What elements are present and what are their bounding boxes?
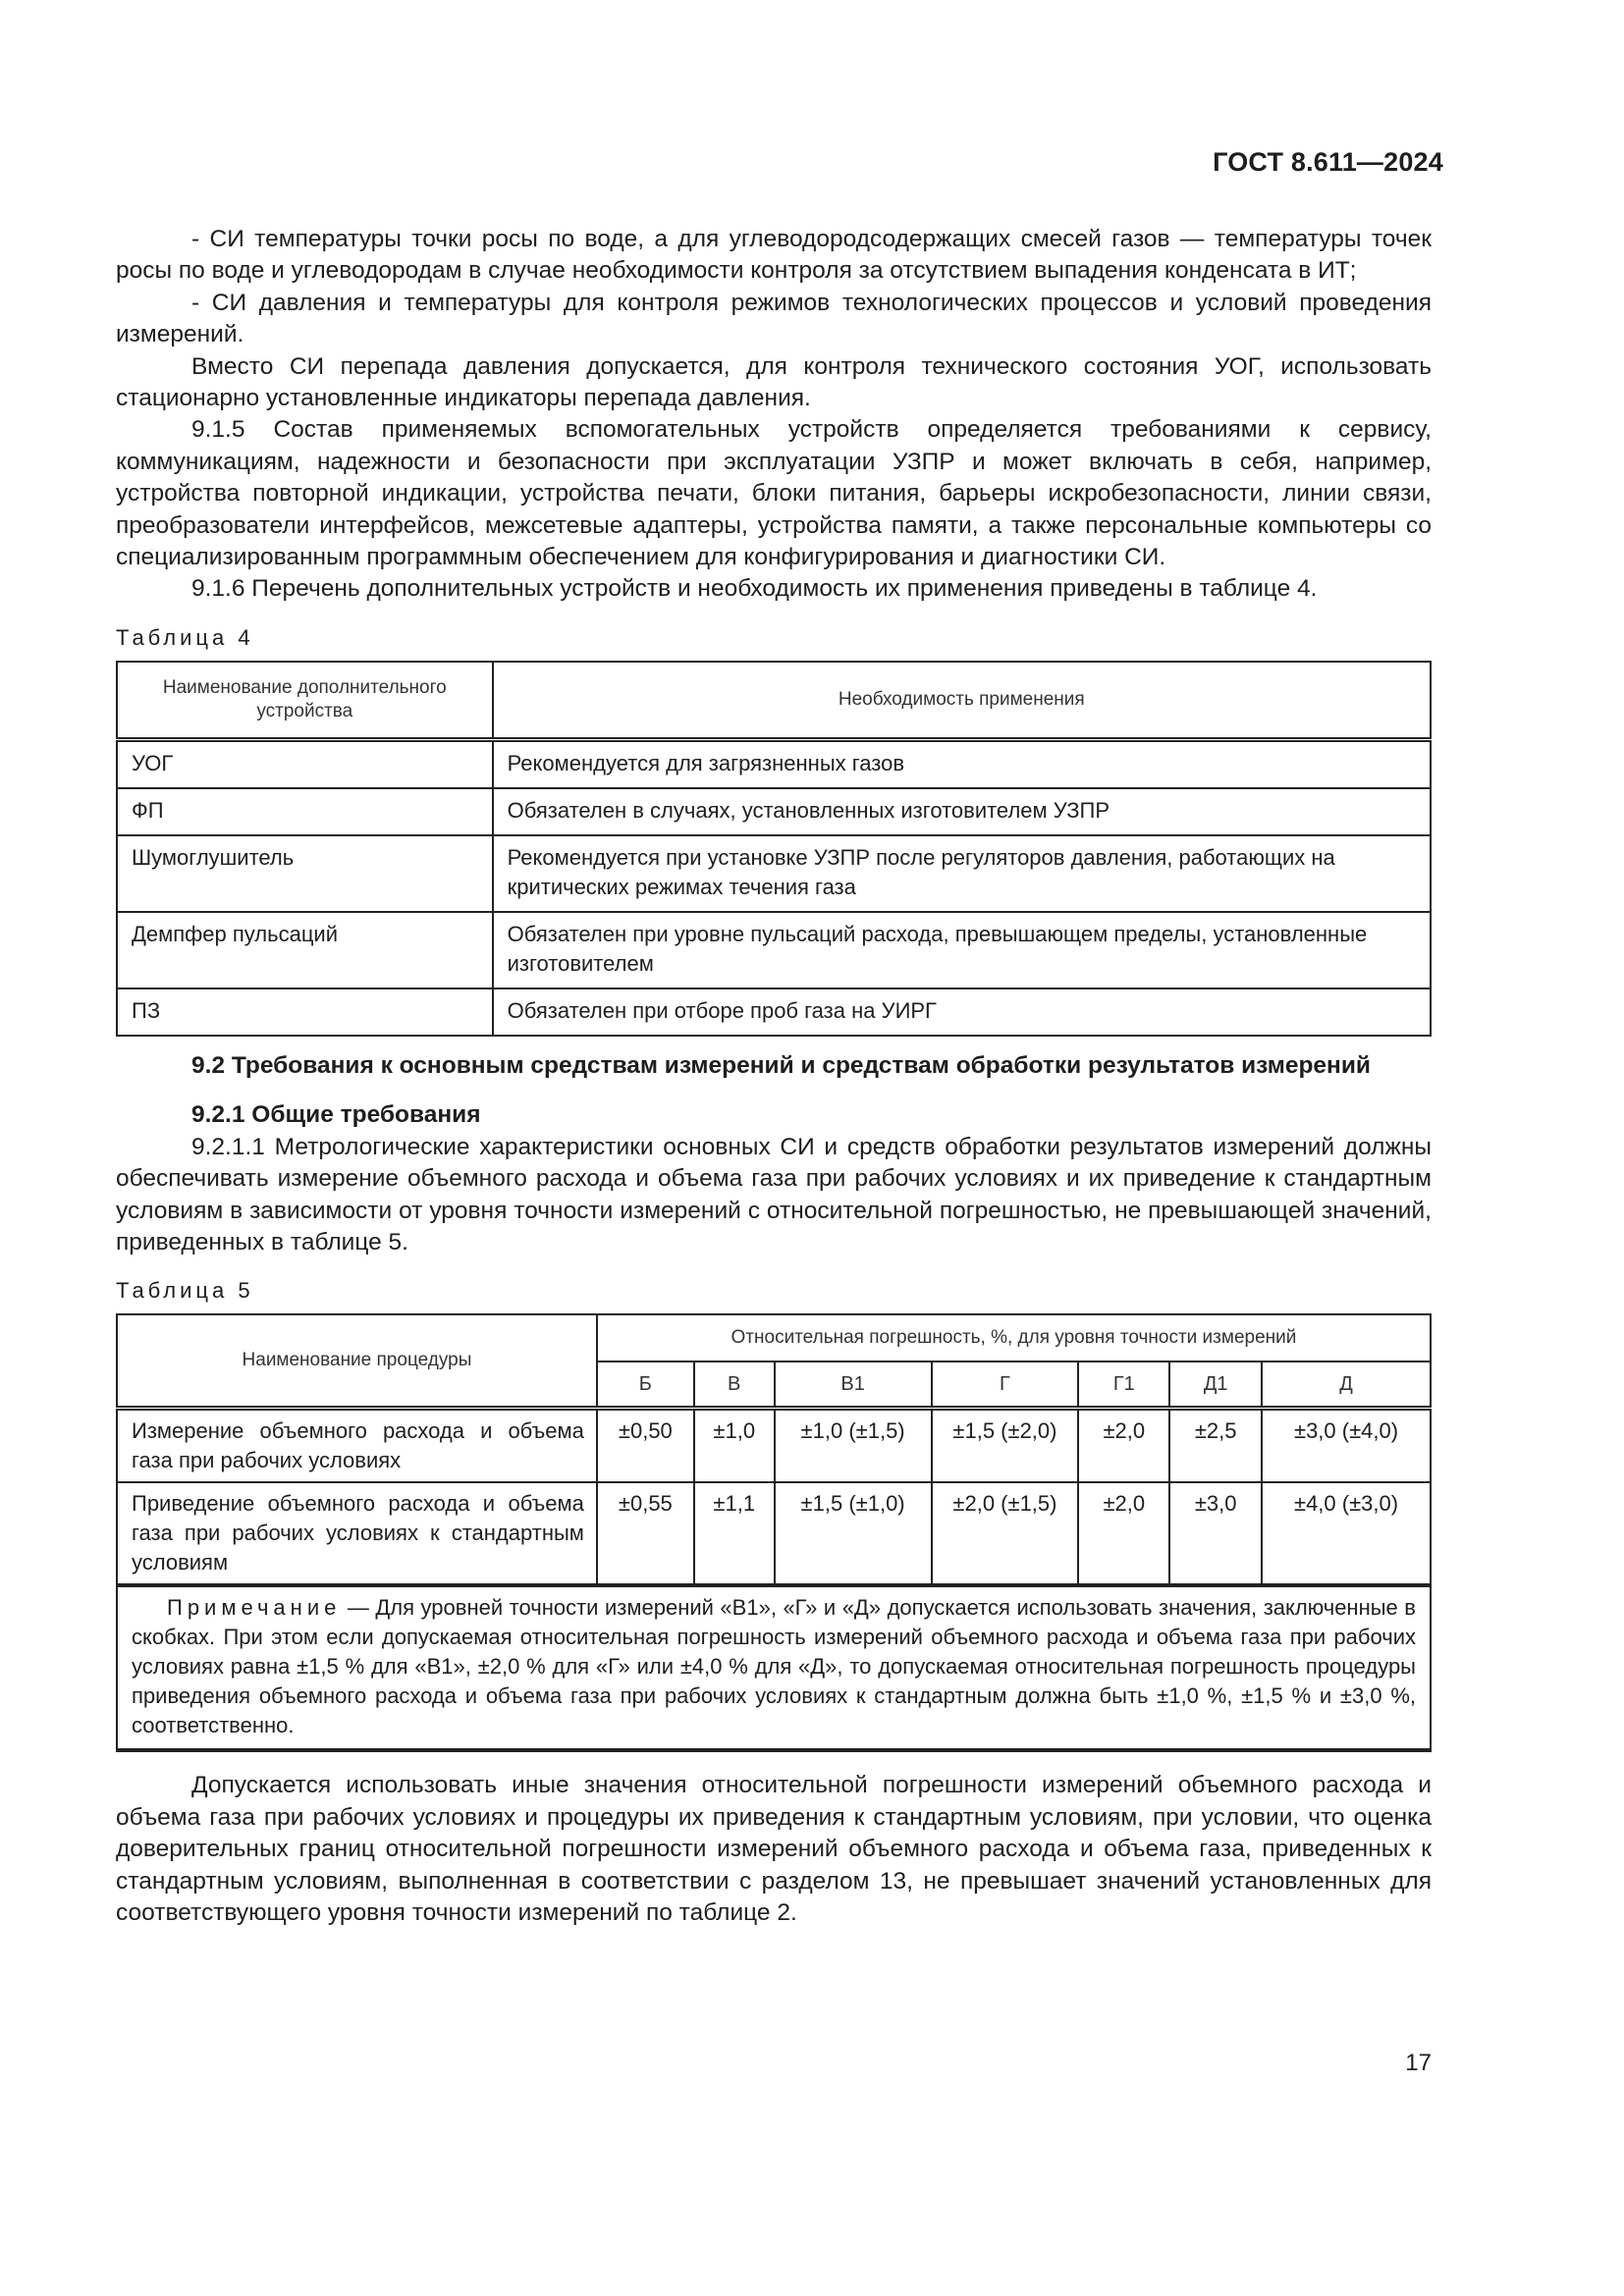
error-value: ±3,0 (±4,0) (1262, 1409, 1431, 1483)
note-text: — Для уровней точности измерений «В1», «Г» и «Д» допускается использовать значения, заключенные в скобках. При этом если допускаемая относительная погрешность измерений объемного расхода и объема газа при рабочих условиях равна ±1,5 % для «В1», ±2,0 % для «Г» или ±4,0 % для «Д», то допускаемая относительная погрешность процедуры приведения объемного расхода и объема газа при рабочих условиях к стандартным должна быть ±1,0 %, ±1,5 % и ±3,0 %, соответственно. (132, 1595, 1416, 1738)
device-name: ФП (117, 788, 493, 835)
column-header-level-d1: Д1 (1169, 1362, 1262, 1409)
error-value: ±0,55 (597, 1482, 694, 1585)
paragraph-dew-point: - СИ температуры точки росы по воде, а для углеводородсодержащих смесей газов — температуры точек росы по воде и углеводородам в случае необходимости контроля за отсутствием выпадения конденсата в ИТ; (116, 226, 1432, 285)
table-header-row (117, 662, 1431, 740)
table-5 (116, 1313, 1432, 1752)
table-note (117, 1585, 1431, 1750)
table-4-caption: Таблица 4 (116, 624, 254, 650)
device-necessity: Обязателен в случаях, установленных изготовителем УЗПР (493, 788, 1431, 835)
device-name: УОГ (117, 739, 493, 788)
error-value: ±1,5 (±2,0) (932, 1409, 1079, 1483)
error-value: ±2,0 (1078, 1409, 1169, 1483)
device-necessity: Обязателен при отборе проб газа на УИРГ (493, 988, 1431, 1036)
table-4 (116, 661, 1432, 1037)
paragraph-9-1-5: 9.1.5 Состав применяемых вспомогательных устройств определяется требованиями к сервису, коммуникациям, надежности и безопасности при эксплуатации УЗПР и может включать в себя, например, устройства повторной индикации, устройства печати, блоки питания, барьеры искробезопасности, линии связи, преобразователи интерфейсов, межсетевые адаптеры, устройства памяти, а также персональные компьютеры со специализированным программным обеспечением для конфигурирования и диагностики СИ. (116, 416, 1432, 571)
paragraph-9-1-6: 9.1.6 Перечень дополнительных устройств и необходимость их применения приведены в таблице 4. (191, 575, 1318, 603)
error-value: ±1,5 (±1,0) (775, 1482, 932, 1585)
device-necessity: Обязателен при уровне пульсаций расхода, превышающем пределы, установленные изготовителем (493, 912, 1431, 988)
device-name: ПЗ (117, 988, 493, 1036)
column-group-header-relative-error: Относительная погрешность, %, для уровня точности измерений (597, 1314, 1431, 1362)
device-necessity: Рекомендуется при установке УЗПР после регуляторов давления, работающих на критических режимах течения газа (493, 835, 1431, 912)
error-value: ±0,50 (597, 1409, 694, 1483)
error-value: ±2,0 (1078, 1482, 1169, 1585)
table-row (117, 788, 1431, 835)
column-header-level-b: Б (597, 1362, 694, 1409)
table-row (117, 988, 1431, 1036)
table-5-caption: Таблица 5 (116, 1278, 254, 1304)
paragraph-differential-pressure: Вместо СИ перепада давления допускается, для контроля технического состояния УОГ, использовать стационарно установленные индикаторы перепада давления. (116, 352, 1432, 412)
procedure-name: Измерение объемного расхода и объема газа при рабочих условиях (117, 1409, 597, 1483)
section-heading-9-2-1: 9.2.1 Общие требования (191, 1101, 481, 1129)
page-number: 17 (1405, 2050, 1432, 2076)
error-value: ±2,5 (1169, 1409, 1262, 1483)
device-name: Демпфер пульсаций (117, 912, 493, 988)
table-row (117, 912, 1431, 988)
document-id-header: ГОСТ 8.611—2024 (1213, 147, 1443, 177)
table-row (117, 835, 1431, 912)
column-header-necessity: Необходимость применения (493, 662, 1431, 740)
column-header-level-v: В (694, 1362, 775, 1409)
column-header-level-d: Д (1262, 1362, 1431, 1409)
paragraph-9-2-1-1: 9.2.1.1 Метрологические характеристики основных СИ и средств обработки результатов измерений должны обеспечивать измерение объемного расхода и объема газа при рабочих условиях и их приведение к стандартным условиям в зависимости от уровня точности измерений с относительной погрешностью, не превышающей значений, приведенных в таблице 5. (116, 1133, 1432, 1255)
paragraph-pressure-temperature: - СИ давления и температуры для контроля режимов технологических процессов и условий проведения измерений. (116, 289, 1432, 348)
table-header-row (117, 1314, 1431, 1362)
error-value: ±3,0 (1169, 1482, 1262, 1585)
column-header-level-g: Г (932, 1362, 1079, 1409)
error-value: ±1,0 (±1,5) (775, 1409, 932, 1483)
procedure-name: Приведение объемного расхода и объема газа при рабочих условиях к стандартным условиям (117, 1482, 597, 1585)
column-header-procedure: Наименование процедуры (117, 1314, 597, 1409)
device-necessity: Рекомендуется для загрязненных газов (493, 739, 1431, 788)
table-row (117, 1482, 1431, 1585)
page-content (116, 224, 1432, 1929)
table-row (117, 739, 1431, 788)
table-row (117, 1409, 1431, 1483)
note-label: Примечание (167, 1595, 342, 1621)
column-header-level-g1: Г1 (1078, 1362, 1169, 1409)
column-header-device: Наименование дополнительного устройства (117, 662, 493, 740)
error-value: ±1,1 (694, 1482, 775, 1585)
column-header-level-v1: В1 (775, 1362, 932, 1409)
paragraph-other-values: Допускается использовать иные значения относительной погрешности измерений объемного расхода и объема газа при рабочих условиях и процедуры их приведения к стандартным условиям, при условии, что оценка доверительных границ относительной погрешности измерений объемного расхода и объема газа, приведенных к стандартным условиям, выполненная в соответствии с разделом 13, не превышает значений установленных для соответствующего уровня точности измерений по таблице 2. (116, 1772, 1432, 1926)
device-name: Шумоглушитель (117, 835, 493, 912)
error-value: ±4,0 (±3,0) (1262, 1482, 1431, 1585)
error-value: ±1,0 (694, 1409, 775, 1483)
error-value: ±2,0 (±1,5) (932, 1482, 1079, 1585)
section-heading-9-2: 9.2 Требования к основным средствам измерений и средствам обработки результатов измерений (191, 1051, 1371, 1079)
table-note-row (117, 1585, 1431, 1750)
